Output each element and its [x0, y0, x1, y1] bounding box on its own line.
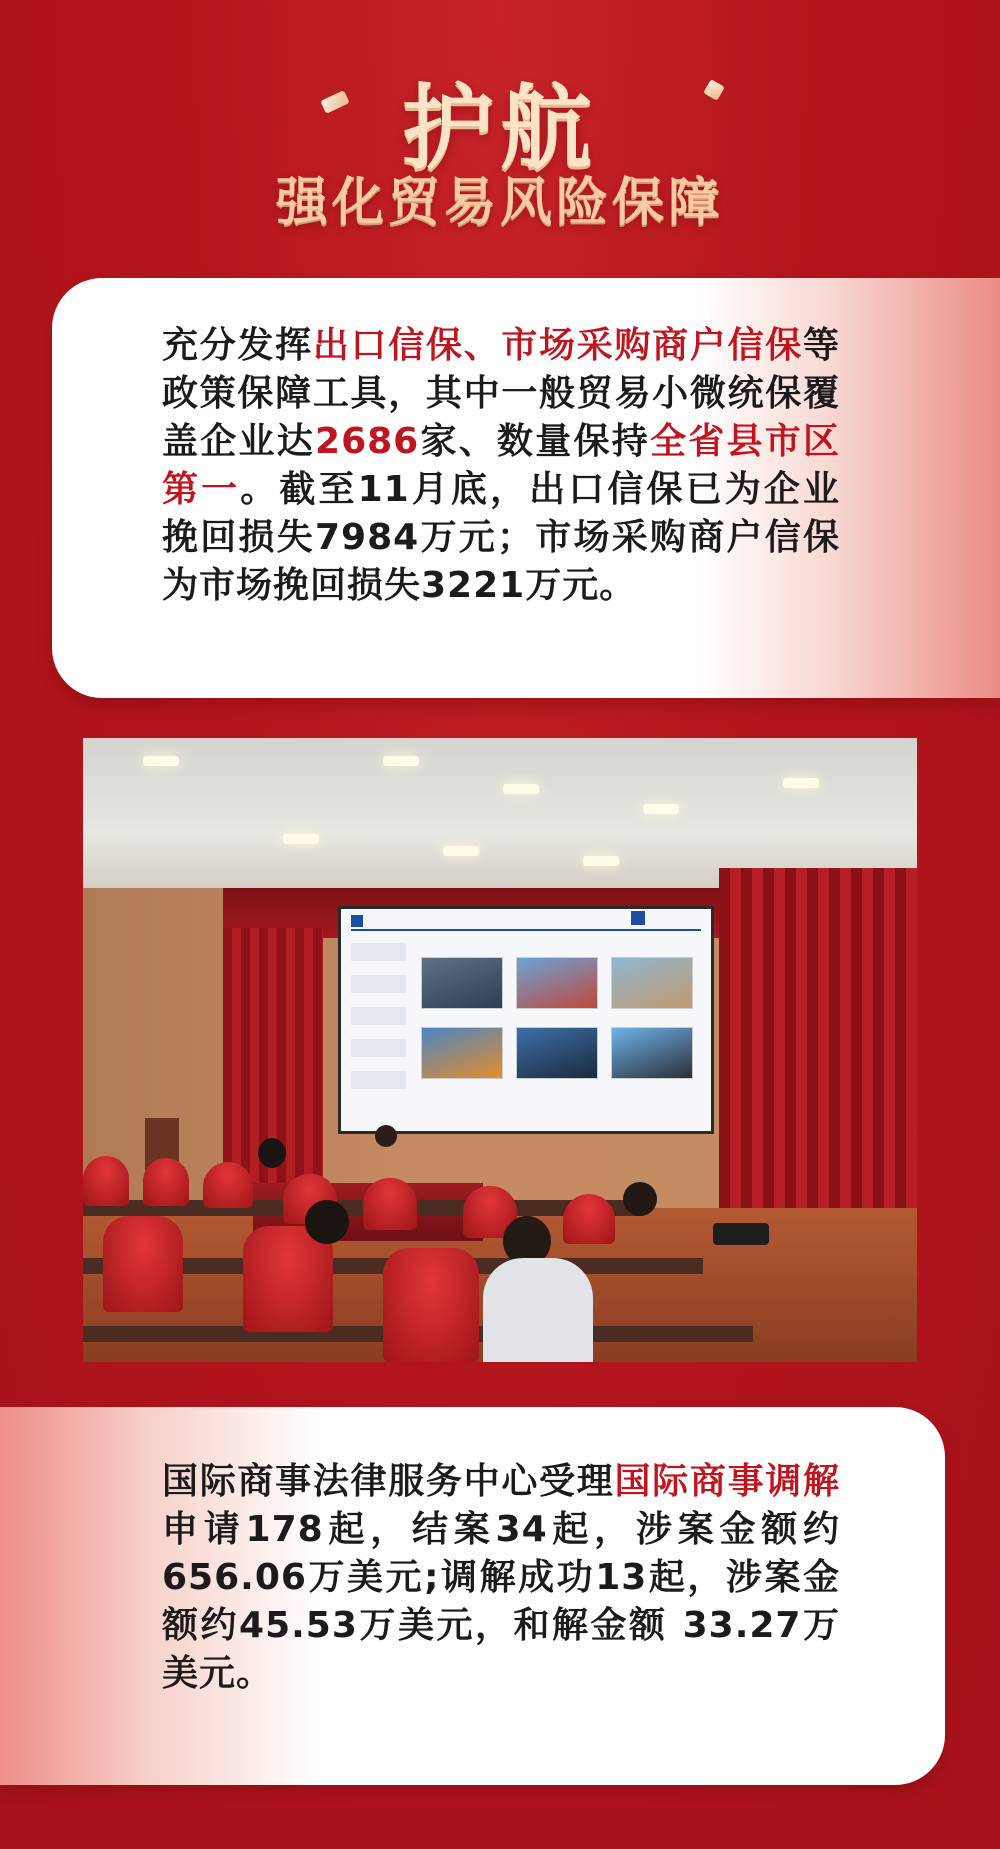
screen-thumbnail	[611, 957, 693, 1009]
seat	[203, 1162, 253, 1208]
seat	[143, 1158, 189, 1206]
seat	[383, 1248, 479, 1362]
text-segment: 家、数量保持	[419, 421, 650, 462]
speaker-box	[713, 1223, 769, 1245]
page-subtitle: 强化贸易风险保障	[275, 173, 724, 233]
logo-icon	[351, 915, 363, 927]
text-segment: 等政策保障工具，其中一般贸易小微统保覆盖企业达	[162, 325, 840, 462]
attendee-figure	[483, 1258, 593, 1362]
text-segment: 。截至11月底，出口信保已为企业挽回损失7984万元；市场采购商户信保为市场挽回损失3221万元。	[162, 469, 840, 606]
highlight-insurance-tools: 出口信保、市场采购商户信保	[312, 325, 803, 366]
speaker-figure	[375, 1125, 397, 1147]
text-segment: 国际商事法律服务中心受理	[162, 1461, 615, 1502]
page-title: 护航	[401, 75, 598, 182]
attendee-figure	[623, 1182, 657, 1216]
projection-screen	[338, 906, 714, 1134]
ceiling-light	[143, 756, 179, 766]
ceiling-light	[383, 756, 419, 766]
text-segment: 申请178起，结案34起，涉案金额约656.06万美元;调解成功13起，涉案金额约45.53万美元，和解金额 33.27万美元。	[162, 1509, 840, 1694]
attendee-figure	[305, 1200, 349, 1244]
attendee-figure	[258, 1138, 286, 1168]
seat	[103, 1216, 183, 1312]
bottom-strip	[0, 1808, 1000, 1849]
screen-sidebar	[351, 943, 406, 1103]
conference-photo	[83, 738, 917, 1362]
ceiling-light	[443, 846, 479, 856]
ceiling-light	[283, 834, 319, 844]
screen-thumbnail	[421, 957, 503, 1009]
ceiling-light	[503, 784, 539, 794]
curtain-right	[719, 868, 917, 1228]
seat	[563, 1194, 615, 1244]
screen-thumbnail	[611, 1027, 693, 1079]
ceiling-light	[643, 804, 679, 814]
highlight-province-rank: 全省县市区第一	[162, 421, 840, 510]
seat	[83, 1156, 129, 1206]
text-segment: 充分发挥	[162, 325, 313, 366]
seat	[363, 1178, 417, 1230]
credit-insurance-paragraph	[162, 322, 840, 610]
logo-icon	[631, 911, 701, 925]
ceiling-light	[583, 856, 619, 866]
highlight-enterprise-count: 2686	[315, 421, 420, 462]
screen-thumbnail	[516, 957, 598, 1009]
ceiling-light	[783, 778, 819, 788]
highlight-mediation: 国际商事调解	[614, 1461, 840, 1502]
screen-thumbnail	[516, 1027, 598, 1079]
mediation-paragraph	[162, 1458, 840, 1698]
screen-thumbnail	[421, 1027, 503, 1079]
screen-header	[351, 915, 701, 931]
